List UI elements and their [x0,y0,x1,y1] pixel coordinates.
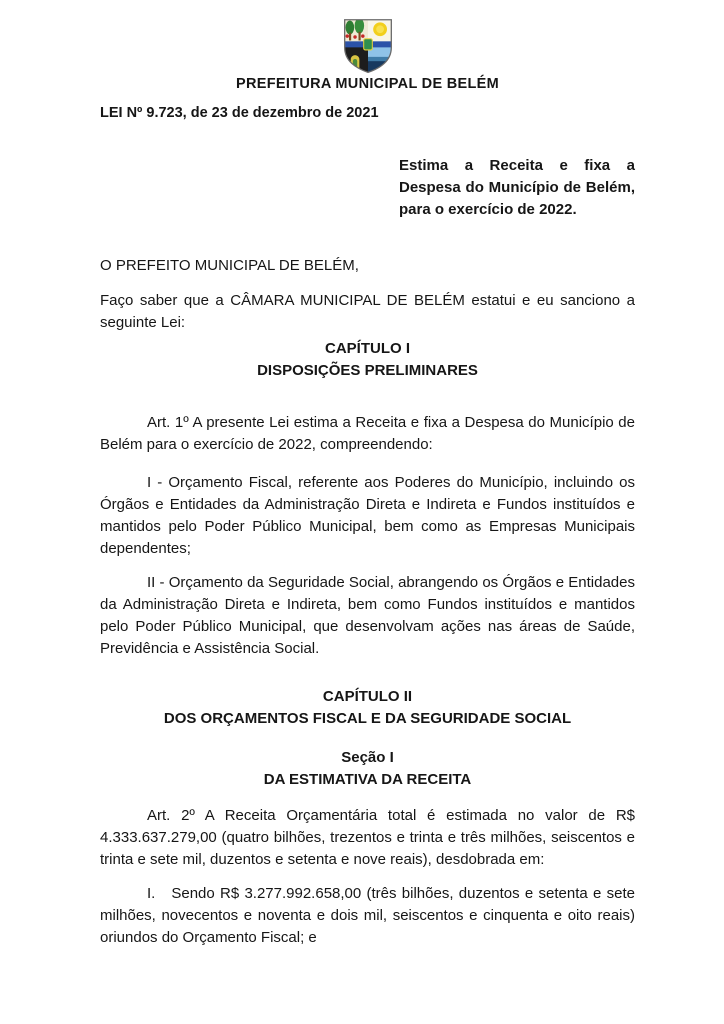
article-1-text: Art. 1º A presente Lei estima a Receita e fixa a Despesa do Município de Belém para o exercício de 2022, compreendendo: [100,414,635,453]
belem-coat-of-arms-icon [342,18,394,75]
article-2-item-1 [100,883,635,949]
section-1-title: Seção I [341,749,394,766]
salutation-line: O PREFEITO MUNICIPAL DE BELÉM, [100,257,359,274]
article-2-text: Art. 2º A Receita Orçamentária total é estimada no valor de R$ 4.333.637.279,00 (quatro bilhões, trezentos e trinta e três milhões, seiscentos e trinta e sete mil, duzentos e setenta e nove reais), desdobrada em: [100,807,635,868]
section-1-heading [100,747,635,791]
section-1-subtitle: DA ESTIMATIVA DA RECEITA [263,771,472,788]
article-1-item-2: II - Orçamento da Seguridade Social, abrangendo os Órgãos e Entidades da Administração Direta e Indireta, bem como Fundos instituídos e mantidos pelo Poder Público Municipal, que desenvolvam ações nas áreas de Saúde, Previdência e Assistência Social. [100,574,635,657]
chapter-2-title: CAPÍTULO II [322,688,413,705]
enactment-clause: Faço saber que a CÂMARA MUNICIPAL DE BELÉM estatui e eu sanciono a seguinte Lei: [100,292,635,331]
article-1-item-1: I - Orçamento Fiscal, referente aos Poderes do Município, incluindo os Órgãos e Entidades da Administração Direta e Indireta e Fundos instituídos e mantidos pelo Poder Público Municipal, bem como as Empresas Municipais dependentes; [100,474,635,557]
chapter-1-subtitle: DISPOSIÇÕES PRELIMINARES [257,362,478,379]
chapter-1-heading [100,338,635,382]
chapter-1-title: CAPÍTULO I [325,340,410,357]
article-2-item-1-text: Sendo R$ 3.277.992.658,00 (três bilhões, duzentos e setenta e sete milhões, novecentos e noventa e dois mil, seiscentos e cinquenta e oito reais) oriundos do Orçamento Fiscal; e [100,885,635,946]
chapter-2-heading [100,686,635,730]
document-header [100,18,635,92]
law-number-line: LEI Nº 9.723, de 23 de dezembro de 2021 [100,105,379,121]
article-2-item-1-marker: I. [147,885,156,902]
law-summary-ementa: Estima a Receita e fixa a Despesa do Município de Belém, para o exercício de 2022. [399,157,635,218]
organization-name: PREFEITURA MUNICIPAL DE BELÉM [236,76,499,92]
chapter-2-subtitle: DOS ORÇAMENTOS FISCAL E DA SEGURIDADE SOCIAL [163,710,572,727]
